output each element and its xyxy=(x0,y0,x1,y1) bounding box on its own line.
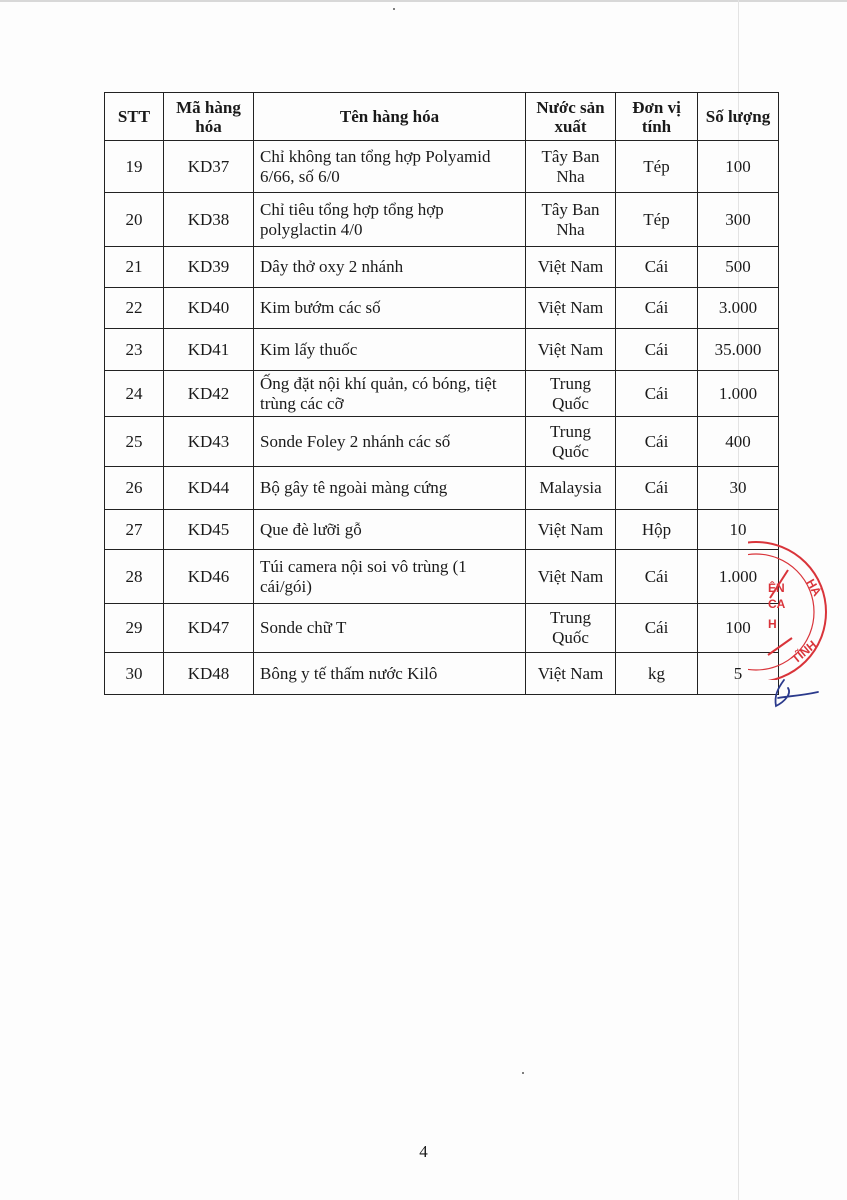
cell-quantity: 300 xyxy=(698,193,779,247)
svg-text:ÊN: ÊN xyxy=(768,581,785,595)
scan-edge-line xyxy=(0,0,847,2)
table-row xyxy=(105,510,779,550)
cell-stt: 23 xyxy=(105,329,164,371)
cell-quantity: 1.000 xyxy=(698,550,779,604)
header-origin: Nước sản xuất xyxy=(526,93,616,141)
cell-origin: Việt Nam xyxy=(526,288,616,329)
cell-name: Kim bướm các số xyxy=(254,288,526,329)
cell-stt: 28 xyxy=(105,550,164,604)
header-quantity: Số lượng xyxy=(698,93,779,141)
cell-unit: Hộp xyxy=(616,510,698,550)
svg-text:TĨNH: TĨNH xyxy=(788,637,820,667)
official-seal-stamp xyxy=(748,540,838,680)
cell-stt: 24 xyxy=(105,371,164,417)
cell-quantity: 100 xyxy=(698,141,779,193)
cell-unit: Cái xyxy=(616,247,698,288)
cell-name: Bông y tế thấm nước Kilô xyxy=(254,653,526,695)
cell-unit: Tép xyxy=(616,193,698,247)
cell-quantity: 400 xyxy=(698,417,779,467)
cell-quantity: 5 xyxy=(698,653,779,695)
cell-code: KD37 xyxy=(164,141,254,193)
cell-origin: Trung Quốc xyxy=(526,604,616,653)
cell-origin: Việt Nam xyxy=(526,247,616,288)
table-row xyxy=(105,604,779,653)
header-name: Tên hàng hóa xyxy=(254,93,526,141)
cell-stt: 25 xyxy=(105,417,164,467)
cell-name: Ống đặt nội khí quản, có bóng, tiệt trùng các cỡ xyxy=(254,371,526,417)
cell-code: KD47 xyxy=(164,604,254,653)
svg-text:H: H xyxy=(768,617,777,631)
cell-code: KD42 xyxy=(164,371,254,417)
cell-quantity: 1.000 xyxy=(698,371,779,417)
cell-quantity: 500 xyxy=(698,247,779,288)
cell-origin: Trung Quốc xyxy=(526,371,616,417)
cell-quantity: 30 xyxy=(698,467,779,510)
cell-name: Chỉ tiêu tổng hợp tổng hợp polyglactin 4/0 xyxy=(254,193,526,247)
cell-name: Chỉ không tan tổng hợp Polyamid 6/66, số 6/0 xyxy=(254,141,526,193)
table-row xyxy=(105,653,779,695)
cell-unit: Cái xyxy=(616,467,698,510)
table-row xyxy=(105,467,779,510)
cell-name: Sonde Foley 2 nhánh các số xyxy=(254,417,526,467)
cell-code: KD46 xyxy=(164,550,254,604)
goods-table xyxy=(104,92,779,695)
cell-stt: 22 xyxy=(105,288,164,329)
cell-origin: Tây Ban Nha xyxy=(526,141,616,193)
cell-stt: 20 xyxy=(105,193,164,247)
cell-unit: Cái xyxy=(616,550,698,604)
table-row xyxy=(105,141,779,193)
table-row xyxy=(105,329,779,371)
cell-origin: Malaysia xyxy=(526,467,616,510)
cell-unit: kg xyxy=(616,653,698,695)
cell-unit: Cái xyxy=(616,288,698,329)
cell-unit: Cái xyxy=(616,329,698,371)
header-code: Mã hàng hóa xyxy=(164,93,254,141)
cell-quantity: 35.000 xyxy=(698,329,779,371)
cell-name: Que đè lưỡi gỗ xyxy=(254,510,526,550)
table-row xyxy=(105,417,779,467)
cell-name: Kim lấy thuốc xyxy=(254,329,526,371)
cell-stt: 29 xyxy=(105,604,164,653)
cell-origin: Việt Nam xyxy=(526,550,616,604)
handwritten-signature xyxy=(770,676,826,710)
scan-speck xyxy=(522,1072,524,1074)
header-unit: Đơn vị tính xyxy=(616,93,698,141)
header-stt: STT xyxy=(105,93,164,141)
svg-text:CA: CA xyxy=(768,597,786,611)
table-row xyxy=(105,371,779,417)
cell-unit: Cái xyxy=(616,604,698,653)
cell-code: KD43 xyxy=(164,417,254,467)
table-row xyxy=(105,247,779,288)
cell-code: KD45 xyxy=(164,510,254,550)
cell-stt: 19 xyxy=(105,141,164,193)
cell-code: KD39 xyxy=(164,247,254,288)
cell-code: KD44 xyxy=(164,467,254,510)
table-row xyxy=(105,550,779,604)
cell-name: Túi camera nội soi vô trùng (1 cái/gói) xyxy=(254,550,526,604)
cell-unit: Tép xyxy=(616,141,698,193)
cell-name: Sonde chữ T xyxy=(254,604,526,653)
cell-quantity: 10 xyxy=(698,510,779,550)
cell-origin: Việt Nam xyxy=(526,329,616,371)
cell-stt: 26 xyxy=(105,467,164,510)
cell-code: KD38 xyxy=(164,193,254,247)
cell-origin: Trung Quốc xyxy=(526,417,616,467)
cell-unit: Cái xyxy=(616,417,698,467)
page-number: 4 xyxy=(419,1142,428,1161)
table-row xyxy=(105,288,779,329)
cell-stt: 27 xyxy=(105,510,164,550)
scan-speck xyxy=(393,8,395,10)
cell-quantity: 100 xyxy=(698,604,779,653)
cell-code: KD48 xyxy=(164,653,254,695)
cell-unit: Cái xyxy=(616,371,698,417)
cell-stt: 30 xyxy=(105,653,164,695)
table-row xyxy=(105,193,779,247)
cell-code: KD41 xyxy=(164,329,254,371)
cell-name: Bộ gây tê ngoài màng cứng xyxy=(254,467,526,510)
cell-stt: 21 xyxy=(105,247,164,288)
cell-origin: Việt Nam xyxy=(526,510,616,550)
cell-code: KD40 xyxy=(164,288,254,329)
cell-quantity: 3.000 xyxy=(698,288,779,329)
svg-text:HÀ: HÀ xyxy=(803,576,825,599)
cell-name: Dây thở oxy 2 nhánh xyxy=(254,247,526,288)
cell-origin: Việt Nam xyxy=(526,653,616,695)
table-header-row xyxy=(105,93,779,141)
cell-origin: Tây Ban Nha xyxy=(526,193,616,247)
